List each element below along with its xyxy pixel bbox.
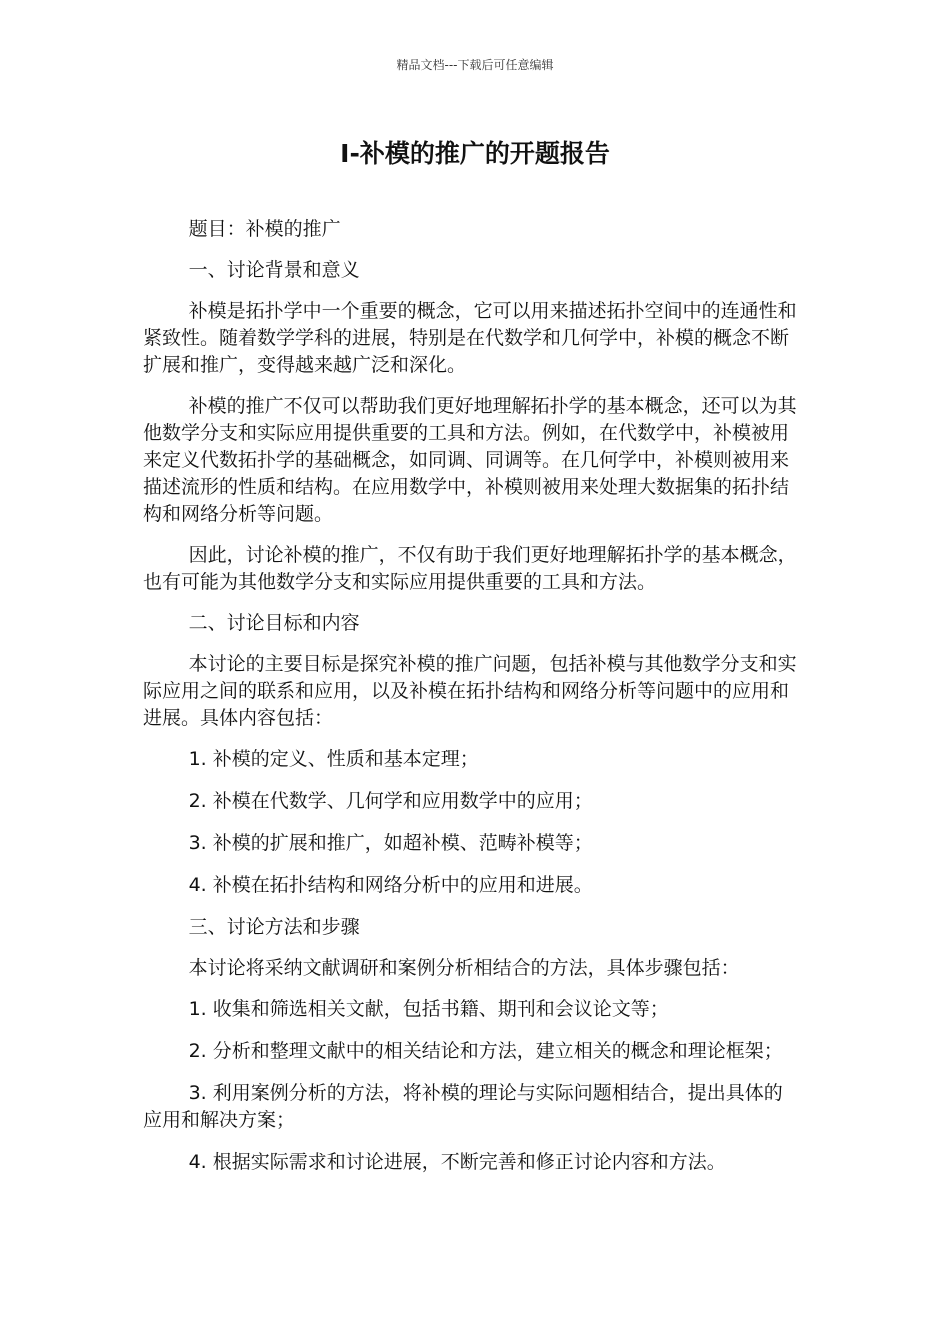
list-item: 4. 根据实际需求和讨论进展，不断完善和修正讨论内容和方法。 — [188, 1151, 726, 1173]
list-item: 4. 补模在拓扑结构和网络分析中的应用和进展。 — [188, 874, 593, 896]
section-heading-goals: 二、讨论目标和内容 — [188, 612, 360, 634]
list-item: 1. 补模的定义、性质和基本定理； — [188, 748, 479, 770]
list-item: 3. 利用案例分析的方法，将补模的理论与实际问题相结合，提出具体的应用和解决方案； — [143, 1082, 783, 1131]
document-title: I-补模的推广的开题报告 — [340, 139, 610, 168]
document-body — [143, 216, 799, 1191]
paragraph: 本讨论将采纳文献调研和案例分析相结合的方法，具体步骤包括： — [188, 957, 740, 979]
paragraph: 补模的推广不仅可以帮助我们更好地理解拓扑学的基本概念，还可以为其他数学分支和实际应用提供重要的工具和方法。例如，在代数学中，补模被用来定义代数拓扑学的基础概念，如同调、同调等。在几何学中，补模则被用来描述流形的性质和结构。在应用数学中，补模则被用来处理大数据集的拓扑结构和网络分析等问题。 — [143, 395, 797, 525]
paragraph: 本讨论的主要目标是探究补模的推广问题，包括补模与其他数学分支和实际应用之间的联系和应用，以及补模在拓扑结构和网络分析等问题中的应用和进展。具体内容包括： — [143, 653, 797, 729]
section-heading-methods: 三、讨论方法和步骤 — [188, 916, 360, 938]
section-heading-background: 一、讨论背景和意义 — [188, 259, 360, 281]
list-item: 2. 分析和整理文献中的相关结论和方法，建立相关的概念和理论框架； — [188, 1040, 783, 1062]
header-note: 精品文档---下载后可任意编辑 — [396, 58, 554, 72]
list-item: 2. 补模在代数学、几何学和应用数学中的应用； — [188, 790, 593, 812]
subject-line: 题目：补模的推广 — [188, 218, 341, 240]
list-item: 3. 补模的扩展和推广，如超补模、范畴补模等； — [188, 832, 593, 854]
paragraph: 补模是拓扑学中一个重要的概念，它可以用来描述拓扑空间中的连通性和紧致性。随着数学学科的进展，特别是在代数学和几何学中，补模的概念不断扩展和推广，变得越来越广泛和深化。 — [143, 300, 797, 376]
paragraph: 因此，讨论补模的推广，不仅有助于我们更好地理解拓扑学的基本概念，也有可能为其他数学分支和实际应用提供重要的工具和方法。 — [143, 544, 797, 593]
list-item: 1. 收集和筛选相关文献，包括书籍、期刊和会议论文等； — [188, 998, 669, 1020]
